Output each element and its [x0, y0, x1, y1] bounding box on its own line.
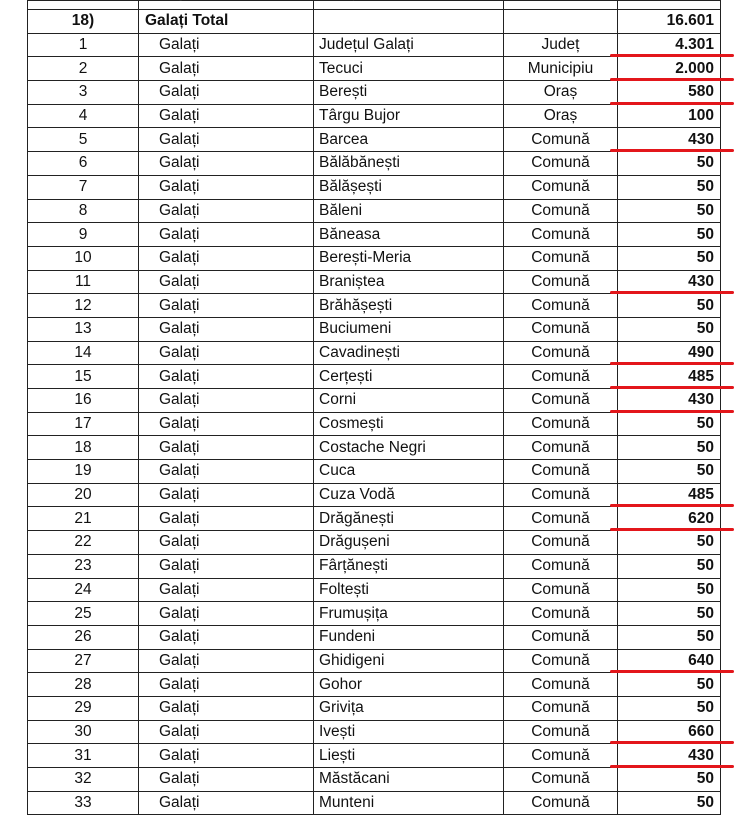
row-locality: Bălăbănești	[314, 152, 504, 176]
row-value: 485	[618, 483, 721, 507]
total-row-empty	[314, 10, 504, 34]
row-number: 28	[28, 673, 139, 697]
row-locality: Foltești	[314, 578, 504, 602]
row-county: Galați	[139, 128, 314, 152]
row-locality: Județul Galați	[314, 33, 504, 57]
row-value: 620	[618, 507, 721, 531]
row-value: 50	[618, 531, 721, 555]
row-type: Comună	[504, 152, 618, 176]
row-type: Comună	[504, 507, 618, 531]
allocation-table-sheet	[27, 0, 720, 815]
row-locality: Cavadinești	[314, 341, 504, 365]
row-county: Galați	[139, 554, 314, 578]
row-value: 640	[618, 649, 721, 673]
row-value: 50	[618, 246, 721, 270]
row-locality: Grivița	[314, 696, 504, 720]
row-type: Comună	[504, 389, 618, 413]
row-locality: Cuza Vodă	[314, 483, 504, 507]
table-row	[28, 341, 721, 365]
row-county: Galați	[139, 507, 314, 531]
row-value: 4.301	[618, 33, 721, 57]
table-row	[28, 81, 721, 105]
row-type: Comună	[504, 531, 618, 555]
table-row	[28, 649, 721, 673]
row-locality: Corni	[314, 389, 504, 413]
row-county: Galați	[139, 696, 314, 720]
row-locality: Măstăcani	[314, 768, 504, 792]
row-value: 430	[618, 128, 721, 152]
row-county: Galați	[139, 270, 314, 294]
row-locality: Brăhășești	[314, 294, 504, 318]
row-county: Galați	[139, 673, 314, 697]
row-number: 26	[28, 625, 139, 649]
row-type: Comună	[504, 625, 618, 649]
table-row	[28, 128, 721, 152]
row-value: 50	[618, 223, 721, 247]
table-row	[28, 223, 721, 247]
row-locality: Fundeni	[314, 625, 504, 649]
row-number: 8	[28, 199, 139, 223]
table-row	[28, 673, 721, 697]
row-value: 50	[618, 152, 721, 176]
row-locality: Târgu Bujor	[314, 104, 504, 128]
row-locality: Fârțănești	[314, 554, 504, 578]
row-locality: Barcea	[314, 128, 504, 152]
table-row	[28, 602, 721, 626]
row-number: 19	[28, 460, 139, 484]
row-type: Comună	[504, 175, 618, 199]
row-number: 27	[28, 649, 139, 673]
row-type: Comună	[504, 649, 618, 673]
row-county: Galați	[139, 294, 314, 318]
row-county: Galați	[139, 33, 314, 57]
row-value: 50	[618, 175, 721, 199]
row-value: 50	[618, 768, 721, 792]
row-county: Galați	[139, 412, 314, 436]
row-county: Galați	[139, 768, 314, 792]
row-type: Comună	[504, 436, 618, 460]
row-number: 32	[28, 768, 139, 792]
row-value: 50	[618, 460, 721, 484]
row-locality: Berești	[314, 81, 504, 105]
row-number: 30	[28, 720, 139, 744]
table-row	[28, 317, 721, 341]
row-number: 14	[28, 341, 139, 365]
row-number: 21	[28, 507, 139, 531]
row-value: 50	[618, 602, 721, 626]
row-value: 660	[618, 720, 721, 744]
row-number: 6	[28, 152, 139, 176]
row-type: Comună	[504, 365, 618, 389]
row-county: Galați	[139, 483, 314, 507]
table-row	[28, 483, 721, 507]
row-county: Galați	[139, 152, 314, 176]
total-row-label: 18)	[28, 10, 139, 34]
table-row	[28, 768, 721, 792]
row-type: Comună	[504, 412, 618, 436]
row-value: 50	[618, 294, 721, 318]
table-row	[28, 507, 721, 531]
table-row	[28, 531, 721, 555]
row-locality: Gohor	[314, 673, 504, 697]
row-county: Galați	[139, 744, 314, 768]
row-county: Galați	[139, 246, 314, 270]
row-type: Comună	[504, 768, 618, 792]
row-county: Galați	[139, 341, 314, 365]
row-locality: Drăgănești	[314, 507, 504, 531]
table-row	[28, 294, 721, 318]
partial-row-value	[618, 1, 721, 10]
row-type: Oraș	[504, 81, 618, 105]
row-number: 12	[28, 294, 139, 318]
row-county: Galați	[139, 199, 314, 223]
table-row	[28, 412, 721, 436]
table-row	[28, 554, 721, 578]
row-number: 4	[28, 104, 139, 128]
row-county: Galați	[139, 175, 314, 199]
row-type: Comună	[504, 199, 618, 223]
county-total-row	[28, 10, 721, 34]
row-number: 33	[28, 791, 139, 815]
row-county: Galați	[139, 389, 314, 413]
row-value: 50	[618, 696, 721, 720]
table-row	[28, 270, 721, 294]
table-row	[28, 436, 721, 460]
row-value: 430	[618, 270, 721, 294]
row-locality: Cuca	[314, 460, 504, 484]
row-type: Comună	[504, 341, 618, 365]
table-row	[28, 33, 721, 57]
row-county: Galați	[139, 57, 314, 81]
row-county: Galați	[139, 602, 314, 626]
row-locality: Cerțești	[314, 365, 504, 389]
table-row	[28, 104, 721, 128]
table-row	[28, 791, 721, 815]
row-value: 50	[618, 625, 721, 649]
row-number: 5	[28, 128, 139, 152]
row-number: 17	[28, 412, 139, 436]
row-county: Galați	[139, 578, 314, 602]
row-locality: Costache Negri	[314, 436, 504, 460]
row-county: Galați	[139, 365, 314, 389]
row-locality: Băneasa	[314, 223, 504, 247]
row-county: Galați	[139, 317, 314, 341]
allocation-table	[27, 0, 721, 815]
row-locality: Tecuci	[314, 57, 504, 81]
row-value: 50	[618, 317, 721, 341]
row-type: Comună	[504, 483, 618, 507]
row-locality: Frumușița	[314, 602, 504, 626]
row-number: 9	[28, 223, 139, 247]
row-value: 580	[618, 81, 721, 105]
row-county: Galați	[139, 460, 314, 484]
row-locality: Liești	[314, 744, 504, 768]
row-type: Județ	[504, 33, 618, 57]
row-number: 15	[28, 365, 139, 389]
row-value: 50	[618, 412, 721, 436]
row-type: Comună	[504, 460, 618, 484]
row-type: Comună	[504, 791, 618, 815]
row-county: Galați	[139, 531, 314, 555]
table-row	[28, 389, 721, 413]
row-type: Comună	[504, 246, 618, 270]
row-number: 3	[28, 81, 139, 105]
row-number: 24	[28, 578, 139, 602]
row-value: 50	[618, 791, 721, 815]
table-row	[28, 365, 721, 389]
row-locality: Ivești	[314, 720, 504, 744]
row-value: 430	[618, 744, 721, 768]
row-locality: Cosmești	[314, 412, 504, 436]
row-type: Oraș	[504, 104, 618, 128]
row-number: 13	[28, 317, 139, 341]
row-number: 11	[28, 270, 139, 294]
row-number: 25	[28, 602, 139, 626]
partial-row	[28, 1, 721, 10]
row-county: Galați	[139, 436, 314, 460]
row-type: Comună	[504, 223, 618, 247]
table-row	[28, 199, 721, 223]
row-number: 31	[28, 744, 139, 768]
row-number: 2	[28, 57, 139, 81]
row-county: Galați	[139, 223, 314, 247]
row-type: Comună	[504, 673, 618, 697]
row-value: 490	[618, 341, 721, 365]
row-value: 50	[618, 436, 721, 460]
row-county: Galați	[139, 791, 314, 815]
row-number: 18	[28, 436, 139, 460]
row-type: Comună	[504, 128, 618, 152]
row-number: 1	[28, 33, 139, 57]
total-row-county: Galați Total	[139, 10, 314, 34]
row-value: 50	[618, 578, 721, 602]
row-county: Galați	[139, 625, 314, 649]
row-type: Comună	[504, 578, 618, 602]
row-type: Comună	[504, 602, 618, 626]
row-locality: Berești-Meria	[314, 246, 504, 270]
row-value: 2.000	[618, 57, 721, 81]
row-type: Comună	[504, 554, 618, 578]
partial-row-locality	[314, 1, 504, 10]
row-value: 50	[618, 554, 721, 578]
row-type: Comună	[504, 744, 618, 768]
row-number: 29	[28, 696, 139, 720]
table-row	[28, 625, 721, 649]
row-county: Galați	[139, 104, 314, 128]
row-number: 23	[28, 554, 139, 578]
row-locality: Drăgușeni	[314, 531, 504, 555]
table-row	[28, 460, 721, 484]
row-type: Comună	[504, 270, 618, 294]
row-value: 485	[618, 365, 721, 389]
row-type: Comună	[504, 317, 618, 341]
row-type: Comună	[504, 294, 618, 318]
row-number: 22	[28, 531, 139, 555]
row-number: 20	[28, 483, 139, 507]
row-locality: Buciumeni	[314, 317, 504, 341]
row-county: Galați	[139, 720, 314, 744]
row-type: Municipiu	[504, 57, 618, 81]
row-value: 50	[618, 199, 721, 223]
total-row-value: 16.601	[618, 10, 721, 34]
partial-row-type	[504, 1, 618, 10]
total-row-empty-type	[504, 10, 618, 34]
row-number: 7	[28, 175, 139, 199]
row-locality: Bălășești	[314, 175, 504, 199]
row-county: Galați	[139, 81, 314, 105]
row-value: 50	[618, 673, 721, 697]
table-row	[28, 246, 721, 270]
row-locality: Ghidigeni	[314, 649, 504, 673]
table-row	[28, 744, 721, 768]
row-county: Galați	[139, 649, 314, 673]
row-locality: Munteni	[314, 791, 504, 815]
table-row	[28, 720, 721, 744]
partial-row-number	[28, 1, 139, 10]
table-row	[28, 696, 721, 720]
row-locality: Băleni	[314, 199, 504, 223]
table-row	[28, 578, 721, 602]
table-row	[28, 175, 721, 199]
row-value: 100	[618, 104, 721, 128]
row-locality: Braniștea	[314, 270, 504, 294]
table-row	[28, 152, 721, 176]
row-number: 10	[28, 246, 139, 270]
partial-row-county	[139, 1, 314, 10]
row-value: 430	[618, 389, 721, 413]
row-type: Comună	[504, 696, 618, 720]
table-row	[28, 57, 721, 81]
row-type: Comună	[504, 720, 618, 744]
row-number: 16	[28, 389, 139, 413]
